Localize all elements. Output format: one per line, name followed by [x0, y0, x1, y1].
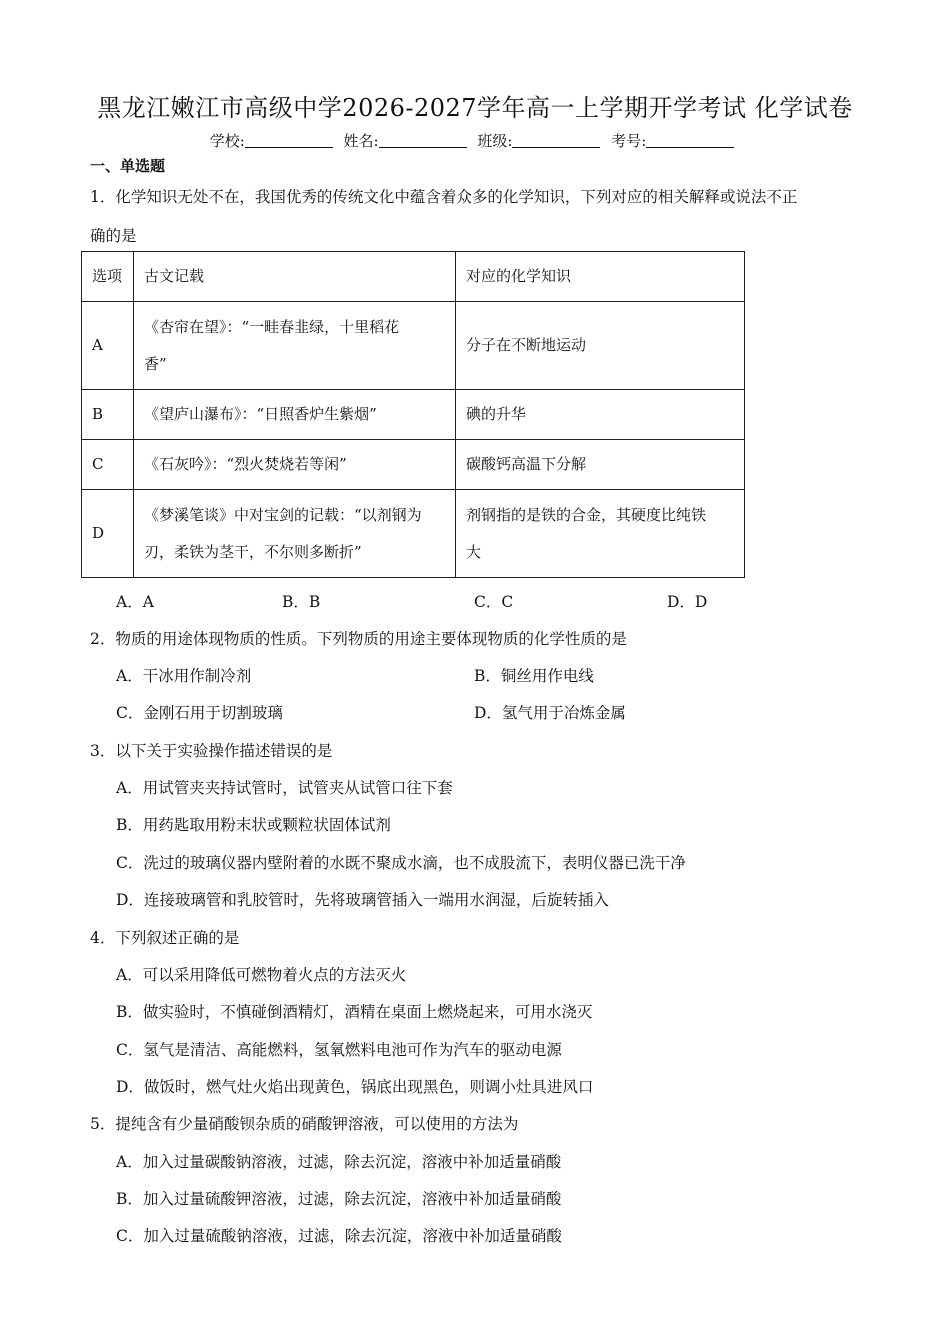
q5-option-a[interactable]: A．加入过量碳酸钠溶液，过滤，除去沉淀，溶液中补加适量硝酸: [116, 1153, 562, 1171]
school-label: 学校:: [209, 132, 245, 150]
table-cell-knowledge: [456, 390, 745, 440]
q4-option-c[interactable]: C．氢气是清洁、高能燃料，氢氧燃料电池可作为汽车的驱动电源: [116, 1041, 562, 1059]
table-header-cell: 选项: [82, 252, 134, 302]
table-cell-option: C: [82, 440, 134, 490]
class-label: 班级:: [477, 132, 513, 150]
cell-line: 《石灰吟》：“烈火焚烧若等闲”: [144, 455, 347, 473]
exam-number-blank[interactable]: [646, 133, 734, 148]
table-header-cell: 古文记载: [134, 252, 456, 302]
q2-option-a[interactable]: A．干冰用作制冷剂: [116, 667, 252, 685]
table-row: [82, 390, 745, 440]
cell-line: 《杏帘在望》：“一畦春韭绿，十里稻花: [144, 317, 400, 336]
q5-stem: 5．提纯含有少量硝酸钡杂质的硝酸钾溶液，可以使用的方法为: [90, 1115, 519, 1133]
q3-stem: 3．以下关于实验操作描述错误的是: [90, 742, 333, 760]
student-info-line: [0, 130, 950, 151]
q5-option-b[interactable]: B．加入过量硫酸钾溶液，过滤，除去沉淀，溶液中补加适量硝酸: [116, 1190, 562, 1208]
q1-option-d[interactable]: D．D: [667, 593, 708, 611]
q4-option-b[interactable]: B．做实验时，不慎碰倒酒精灯，酒精在桌面上燃烧起来，可用水浇灭: [116, 1003, 593, 1021]
q3-option-a[interactable]: A．用试管夹夹持试管时，试管夹从试管口往下套: [116, 779, 453, 797]
table-cell-text: [134, 440, 456, 490]
table-header-cell: 对应的化学知识: [456, 252, 745, 302]
cell-line: 《梦溪笔谈》中对宝剑的记载：“以剂钢为: [144, 505, 422, 524]
table-row: [82, 302, 745, 390]
table-cell-text: [134, 390, 456, 440]
page-title: 黑龙江嫩江市高级中学2026-2027学年高一上学期开学考试 化学试卷: [97, 94, 853, 122]
cell-line: 香”: [144, 354, 167, 373]
q1-option-a[interactable]: A．A: [116, 593, 154, 611]
q5-option-c[interactable]: C．加入过量硫酸钠溶液，过滤，除去沉淀，溶液中补加适量硝酸: [116, 1227, 562, 1245]
q1-stem-line1: 1．化学知识无处不在，我国优秀的传统文化中蕴含着众多的化学知识，下列对应的相关解释或说法不正: [90, 188, 798, 206]
table-row: [82, 440, 745, 490]
table-header-row: [82, 252, 745, 302]
table-cell-option: A: [82, 302, 134, 390]
school-blank[interactable]: [245, 133, 333, 148]
table-cell-knowledge: [456, 302, 745, 390]
q2-option-c[interactable]: C．金刚石用于切割玻璃: [116, 704, 283, 722]
q4-stem: 4．下列叙述正确的是: [90, 929, 240, 947]
table-cell-option: B: [82, 390, 134, 440]
q1-option-b[interactable]: B．B: [282, 593, 321, 611]
cell-line: 分子在不断地运动: [466, 336, 587, 354]
table-cell-text: [134, 490, 456, 578]
cell-line: 剂钢指的是铁的合金，其硬度比纯铁: [466, 505, 707, 524]
cell-line: 大: [466, 542, 482, 561]
cell-line: 刃，柔铁为茎干，不尔则多断折”: [144, 542, 362, 561]
table-row: [82, 490, 745, 578]
q3-option-b[interactable]: B．用药匙取用粉末状或颗粒状固体试剂: [116, 816, 391, 834]
table-cell-knowledge: [456, 440, 745, 490]
class-blank[interactable]: [512, 133, 600, 148]
table-cell-text: [134, 302, 456, 390]
q2-stem: 2．物质的用途体现物质的性质。下列物质的用途主要体现物质的化学性质的是: [90, 630, 627, 648]
q4-option-d[interactable]: D．做饭时，燃气灶火焰出现黄色，锅底出现黑色，则调小灶具进风口: [116, 1078, 594, 1096]
name-blank[interactable]: [379, 133, 467, 148]
q3-option-c[interactable]: C．洗过的玻璃仪器内壁附着的水既不聚成水滴，也不成股流下，表明仪器已洗干净: [116, 854, 686, 872]
q2-option-d[interactable]: D．氢气用于冶炼金属: [474, 704, 626, 722]
name-label: 姓名:: [343, 132, 379, 150]
q1-table: [81, 251, 745, 578]
q2-option-b[interactable]: B．铜丝用作电线: [474, 667, 594, 685]
q3-option-d[interactable]: D．连接玻璃管和乳胶管时，先将玻璃管插入一端用水润湿，后旋转插入: [116, 891, 609, 909]
cell-line: 《望庐山瀑布》：“日照香炉生紫烟”: [144, 405, 377, 423]
table-cell-knowledge: [456, 490, 745, 578]
cell-line: 碘的升华: [466, 405, 527, 423]
cell-line: 碳酸钙高温下分解: [466, 455, 587, 473]
section-heading: 一、单选题: [90, 157, 166, 175]
exam-number-label: 考号:: [611, 132, 647, 150]
table-cell-option: D: [82, 490, 134, 578]
q1-option-c[interactable]: C．C: [474, 593, 514, 611]
q4-option-a[interactable]: A．可以采用降低可燃物着火点的方法灭火: [116, 966, 407, 984]
q1-stem-line2: 确的是: [90, 227, 137, 245]
